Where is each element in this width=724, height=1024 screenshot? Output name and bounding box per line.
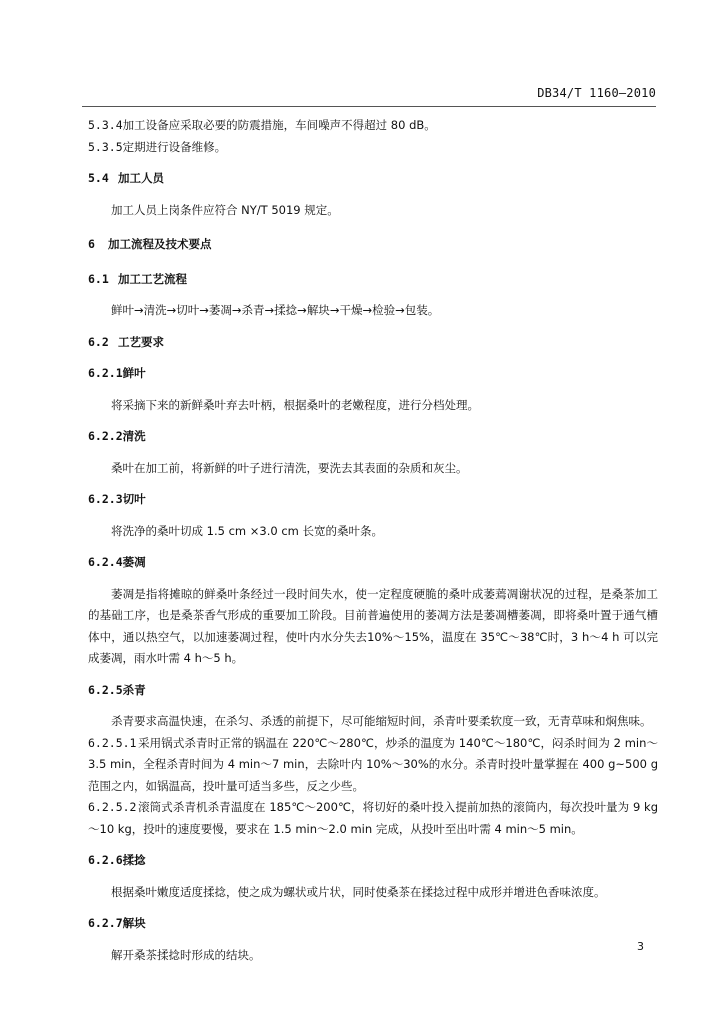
- section-number: 6: [88, 237, 95, 251]
- section-number: 6.2.3: [88, 492, 123, 506]
- section-6-2-2-heading: [88, 426, 658, 448]
- section-number: 6.2.5: [88, 682, 123, 697]
- section-number: 6.2: [88, 334, 109, 349]
- section-title: 清洗: [122, 429, 146, 443]
- clause-text: 滚筒式杀青机杀青温度在 185℃～200℃，将切好的桑叶投入提前加热的滚筒内，每次投叶量为 9 kg～10 kg，投叶的速度要慢，要求在 1.5 min～2.0 min 完成，从投叶至出叶需 4 min～5 min。: [88, 800, 658, 836]
- section-6-2-2-body: 桑叶在加工前，将新鲜的叶子进行清洗，要洗去其表面的杂质和灰尘。: [111, 460, 468, 475]
- process-flow: 鲜叶→清洗→切叶→萎凋→杀青→揉捻→解块→干燥→检验→包装。: [111, 303, 440, 317]
- section-title: 加工人员: [118, 171, 164, 185]
- section-6-2-3-body: 将洗净的桑叶切成 1.5 cm ×3.0 cm 长宽的桑叶条。: [111, 523, 384, 538]
- section-6-2-7-body: 解开桑茶揉捻时形成的结块。: [111, 947, 261, 962]
- clause-5-3-4: [88, 115, 658, 137]
- section-number: 5.4: [88, 171, 109, 185]
- section-title: 解块: [122, 916, 146, 930]
- standard-code: DB34/T 1160—2010: [537, 86, 656, 100]
- section-number: 6.2.1: [88, 366, 123, 380]
- section-title: 工艺要求: [118, 334, 164, 349]
- clause-6-2-5-2: [88, 797, 658, 840]
- clause-number: 5.3.5: [88, 139, 123, 154]
- section-6-2-3-heading: [88, 489, 658, 511]
- page-number: 3: [637, 940, 644, 953]
- section-6-2-6-heading: [88, 850, 658, 872]
- chapter-6-heading: [88, 234, 658, 256]
- section-title: 切叶: [122, 492, 146, 506]
- section-number: 6.2.4: [88, 555, 123, 569]
- section-5-4-body: 加工人员上岗条件应符合 NY/T 5019 规定。: [111, 202, 339, 217]
- section-title: 加工流程及技术要点: [108, 237, 212, 251]
- section-number: 6.2.2: [88, 429, 123, 443]
- section-title: 揉捻: [122, 853, 146, 867]
- section-5-4-heading: [88, 168, 658, 190]
- section-number: 6.1: [88, 271, 109, 286]
- clause-6-2-5-1: [88, 733, 658, 798]
- clause-text: 定期进行设备维修。: [122, 139, 227, 154]
- section-6-2-4-heading: [88, 552, 658, 574]
- clause-5-3-5: [88, 137, 658, 159]
- clause-text: 采用锅式杀青时正常的锅温在 220℃～280℃，炒杀的温度为 140℃～180℃，闷杀时间为 2 min～3.5 min，全程杀青时间为 4 min～7 min，去除叶内 10%～30%的水分。杀青时投叶量掌握在 400 g~500 g 范围之内，如锅温高，投叶量可适当多些，反之少些。: [88, 735, 658, 793]
- section-6-2-1-heading: [88, 363, 658, 385]
- clause-number: 5.3.4: [88, 118, 123, 132]
- section-title: 萎凋: [122, 555, 146, 569]
- section-6-2-1-body: 将采摘下来的新鲜桑叶弃去叶柄，根据桑叶的老嫩程度，进行分档处理。: [111, 397, 479, 412]
- section-6-2-heading: [88, 332, 658, 354]
- clause-number: 6.2.5.2: [88, 800, 137, 814]
- section-number: 6.2.7: [88, 916, 123, 930]
- header-rule: [82, 106, 656, 107]
- section-6-2-4-body: 萎凋是指将摊晾的鲜桑叶条经过一段时间失水，使一定程度硬脆的桑叶成萎蔫凋谢状况的过程，是桑茶加工的基础工序，也是桑茶香气形成的重要加工阶段。目前普遍使用的萎凋方法是萎凋槽萎凋，即将桑叶置于通气槽体中，通以热空气，以加速萎凋过程，使叶内水分失去10%～15%，温度在 35℃～38℃时，3 h～4 h 可以完成萎凋，雨水叶需 4 h～5 h。: [88, 586, 658, 665]
- clause-text: 加工设备应采取必要的防震措施，车间噪声不得超过 80 dB。: [122, 118, 436, 132]
- section-title: 加工工艺流程: [118, 271, 187, 286]
- section-6-2-7-heading: [88, 913, 658, 935]
- section-title: 鲜叶: [122, 366, 146, 380]
- section-title: 杀青: [122, 682, 146, 697]
- document-body: [88, 115, 658, 966]
- section-6-2-5-body: 杀青要求高温快速，在杀匀、杀透的前提下，尽可能缩短时间，杀青叶要柔软度一致，无青草味和焖焦味。: [111, 714, 652, 728]
- section-6-2-5-heading: [88, 680, 658, 702]
- section-6-2-6-body: 根据桑叶嫩度适度揉捻，使之成为螺状或片状，同时使桑茶在揉捻过程中成形并增进色香味浓度。: [111, 884, 606, 899]
- section-number: 6.2.6: [88, 853, 123, 867]
- clause-number: 6.2.5.1: [88, 735, 137, 750]
- section-6-1-heading: [88, 269, 658, 291]
